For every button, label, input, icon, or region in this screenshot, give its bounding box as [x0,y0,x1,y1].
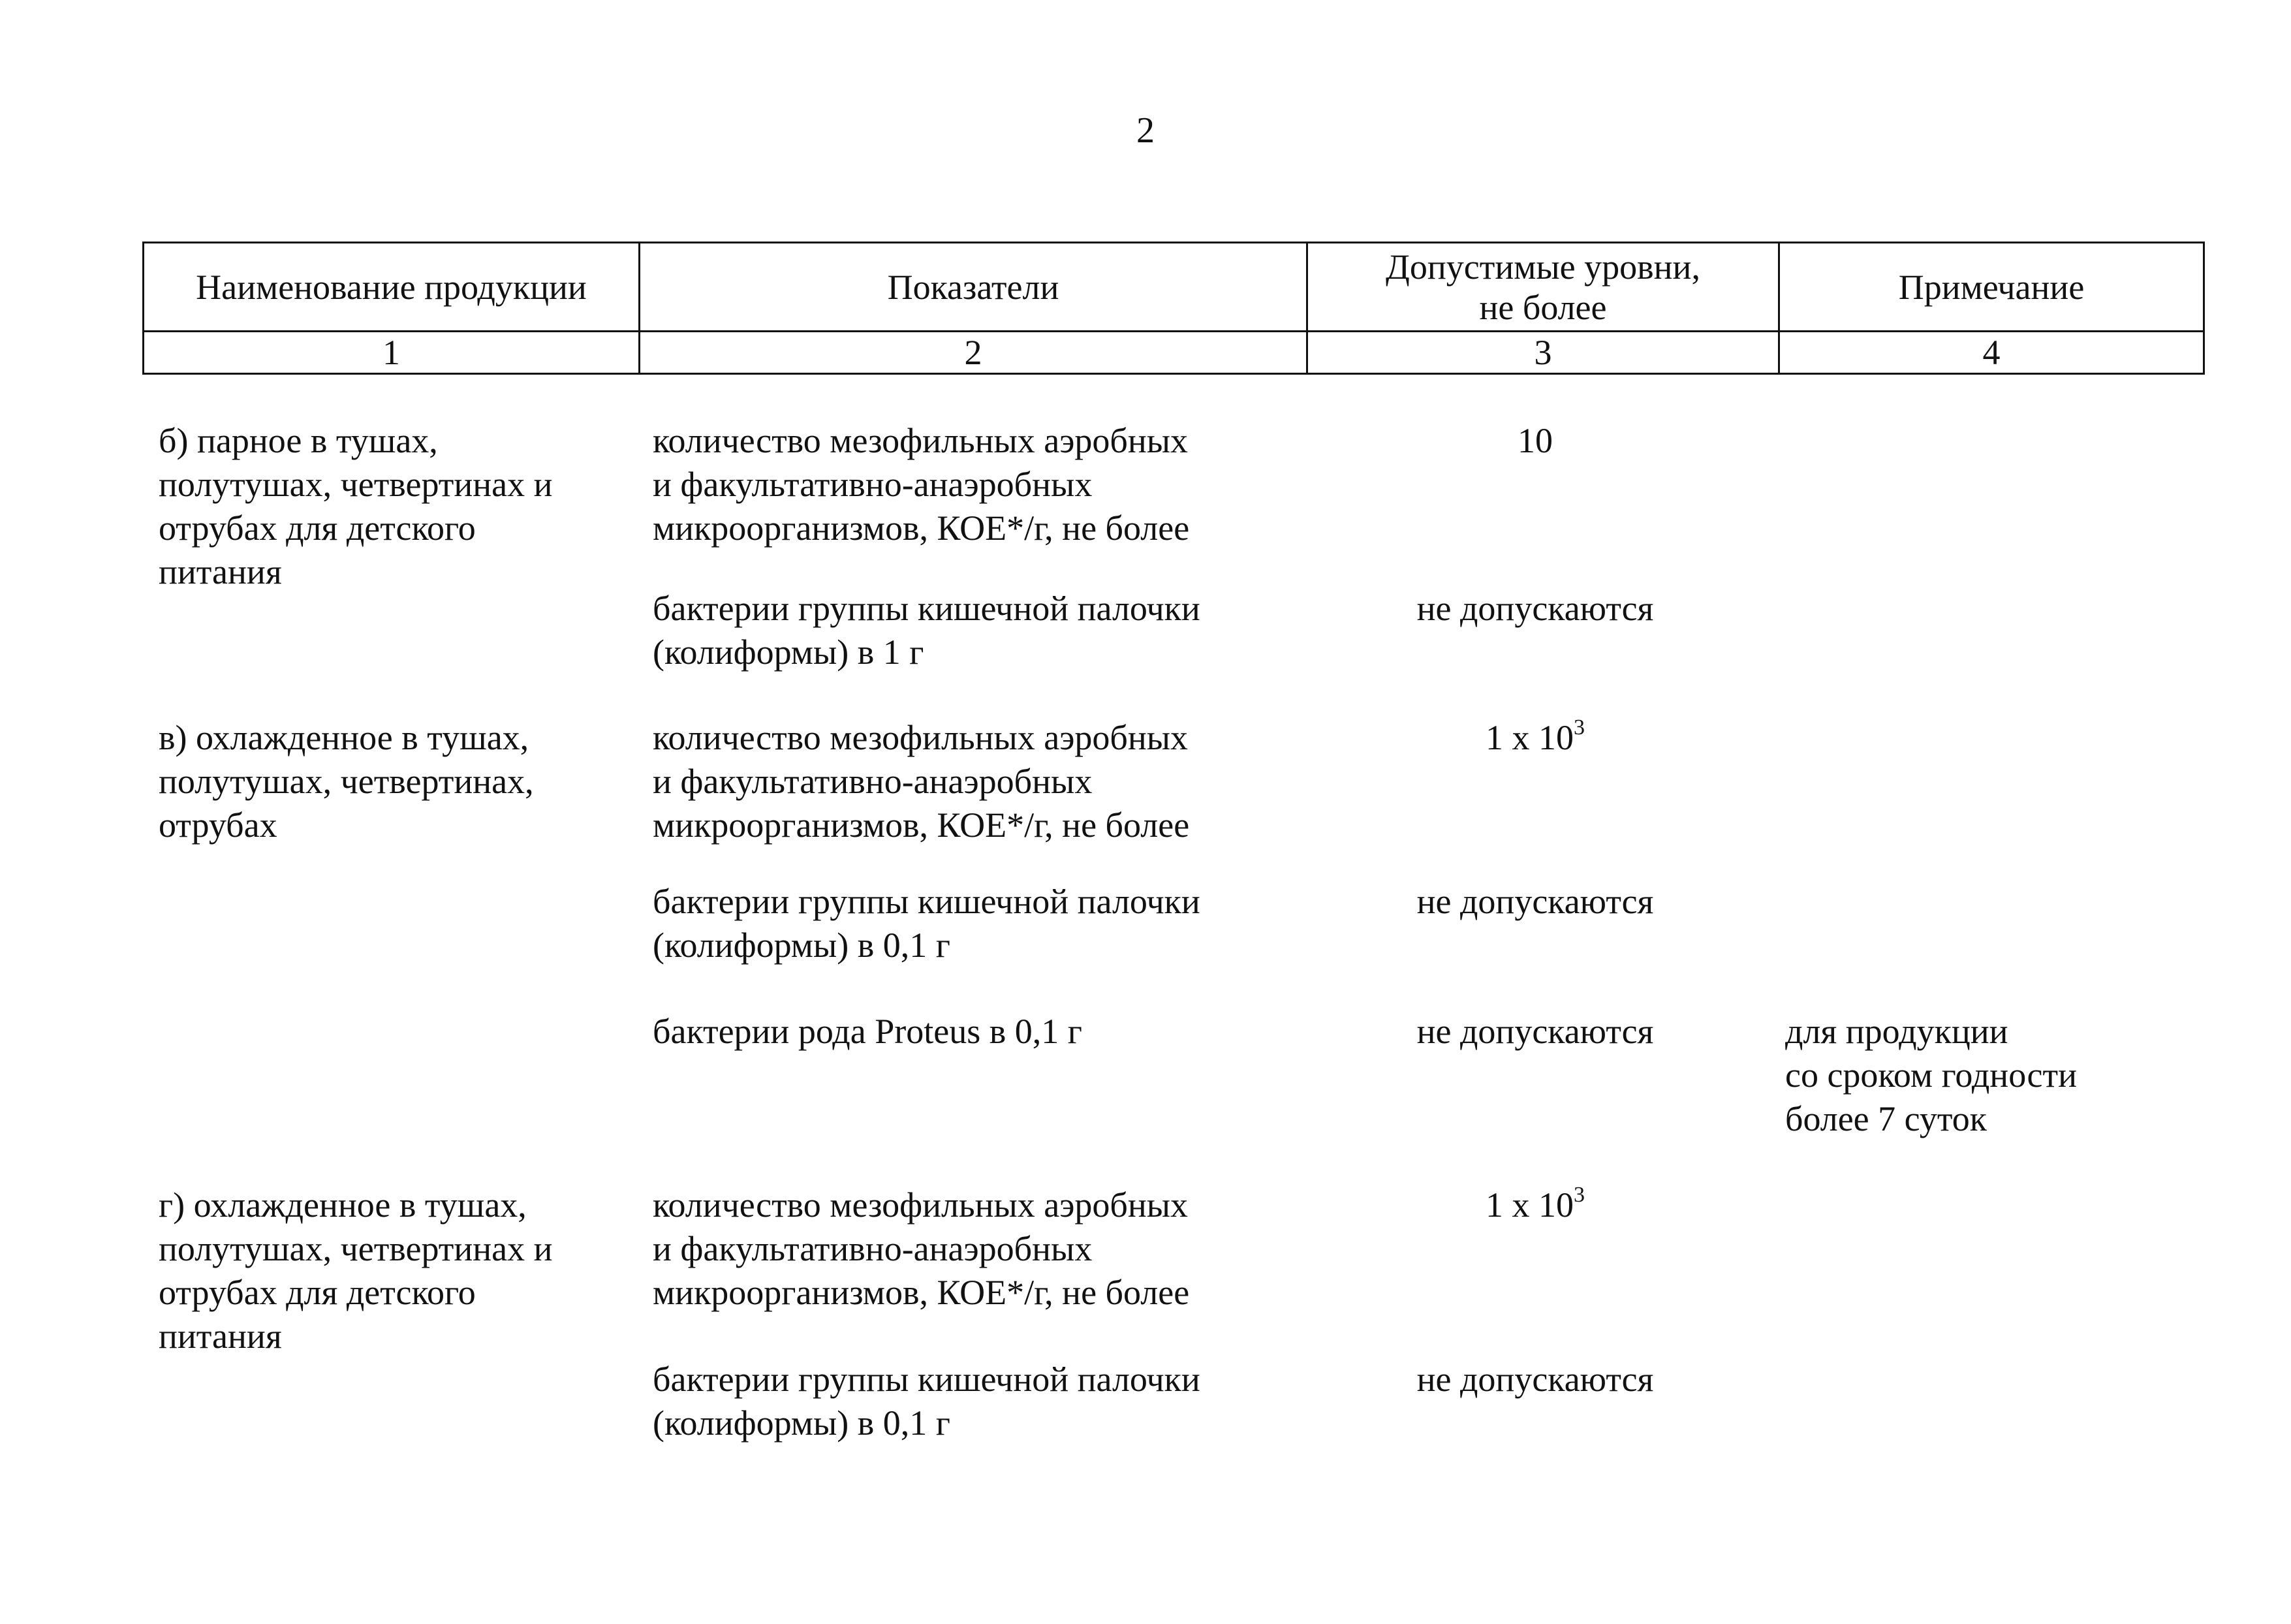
indicator-v-2: бактерии группы кишечной палочки (колиформы) в 0,1 г [653,882,1200,965]
header-indicators: Показатели [640,243,1307,332]
indicator-b-2: бактерии группы кишечной палочки (колиформы) в 1 г [653,589,1200,672]
header-row [144,243,2204,332]
header-permissible-levels: Допустимые уровни, не более [1307,243,1779,332]
level-g-1-base: 1 х 10 [1486,1185,1574,1225]
level-v-1 [1300,716,1770,760]
level-v-2: не допускаются [1416,882,1654,921]
indicator-g-1: количество мезофильных аэробных и факультативно-анаэробных микроорганизмов, КОЕ*/г, не более [653,1185,1190,1312]
note-v-3: для продукции со сроком годности более 7 суток [1785,1012,2078,1138]
column-number-3: 3 [1307,332,1779,374]
column-number-4: 4 [1779,332,2204,374]
level-v-1-exponent: 3 [1574,715,1585,740]
product-v: в) охлажденное в тушах, полутушах, четвертинах, отрубах [159,718,534,845]
product-g: г) охлажденное в тушах, полутушах, четвертинах и отрубах для детского питания [159,1185,553,1356]
indicator-g-2: бактерии группы кишечной палочки (колиформы) в 0,1 г [653,1360,1200,1443]
table-header [142,242,2205,375]
level-g-2: не допускаются [1416,1360,1654,1399]
level-g-1 [1300,1183,1770,1227]
indicator-v-3: бактерии рода Proteus в 0,1 г [653,1012,1082,1051]
product-b: б) парное в тушах, полутушах, четвертинах и отрубах для детского питания [159,421,553,591]
header-note: Примечание [1779,243,2204,332]
indicator-v-1: количество мезофильных аэробных и факультативно-анаэробных микроорганизмов, КОЕ*/г, не более [653,718,1190,845]
indicator-b-1: количество мезофильных аэробных и факультативно-анаэробных микроорганизмов, КОЕ*/г, не более [653,421,1190,548]
column-number-row [144,332,2204,374]
level-v-1-base: 1 х 10 [1486,718,1574,757]
level-b-1: 10 [1518,421,1553,460]
column-number-2: 2 [640,332,1307,374]
level-b-2: не допускаются [1416,589,1654,628]
page-number: 2 [1136,110,1155,151]
header-product-name: Наименование продукции [144,243,640,332]
level-v-3: не допускаются [1416,1012,1654,1051]
column-number-1: 1 [144,332,640,374]
level-g-1-exponent: 3 [1574,1183,1585,1207]
